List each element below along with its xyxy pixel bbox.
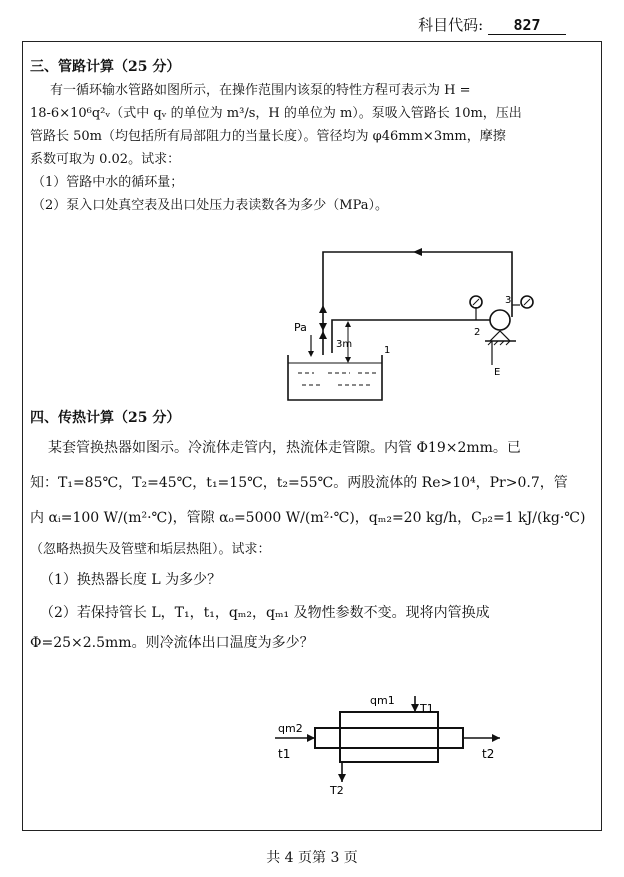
section-4-line-2: 知：T₁=85℃，T₂=45℃，t₁=15℃，t₂=55℃。两股流体的 Re>10⁴，Pr>0.7，管	[30, 475, 568, 491]
valve-top	[319, 323, 327, 331]
section-4-question-2: （2）若保持管长 L，T₁，t₁，qₘ₂，qₘ₁ 及物性参数不变。现将内管换成	[40, 605, 490, 621]
ground-label: E	[494, 367, 501, 378]
subject-code-label: 科目代码:	[418, 16, 484, 34]
water-tank	[288, 355, 382, 400]
section-3-line-1: 有一循环输水管路如图所示，在操作范围内该泵的特性方程可表示为 H =	[50, 83, 471, 98]
pump	[490, 310, 510, 330]
flow-arrow-top	[413, 248, 422, 256]
section-3-title: 三、管路计算（25 分）	[30, 59, 181, 75]
point-2-label: 2	[474, 327, 481, 338]
pipe-loop-diagram	[280, 245, 560, 405]
section-3-line-4: 系数可取为 0.02。试求：	[30, 152, 181, 167]
T2-label: T2	[330, 784, 344, 797]
t1-label: t1	[278, 747, 291, 761]
section-4-question-1: （1）换热器长度 L 为多少？	[40, 572, 222, 588]
section-4-title: 四、传热计算（25 分）	[30, 410, 181, 426]
subject-code-header	[418, 14, 566, 35]
subject-code-value: 827	[488, 16, 566, 35]
qm2-label: qm2	[278, 722, 303, 735]
section-4-line-1: 某套管换热器如图示。冷流体走管内，热流体走管隙。内管 Φ19×2mm。已	[48, 440, 521, 456]
height-label: 3m	[336, 339, 353, 350]
valve-bottom	[319, 331, 327, 339]
section-3-line-2: 18-6×10⁶q²ᵥ（式中 qᵥ 的单位为 m³/s，H 的单位为 m）。泵吸入管路长 10m，压出	[30, 106, 522, 121]
point-3-label: 3	[505, 295, 512, 306]
section-3-question-1: （1）管路中水的循环量；	[32, 175, 184, 190]
outer-shell	[340, 712, 438, 762]
T1-label: T1	[420, 702, 434, 715]
section-4-line-3: 内 αᵢ=100 W/(m²·℃)，管隙 αₒ=5000 W/(m²·℃)，qₘ₂=20 kg/h，Cₚ₂=1 kJ/(kg·℃)	[30, 510, 586, 526]
heat-exchanger-diagram	[260, 690, 510, 800]
section-4-question-2-cont: Φ=25×2.5mm。则冷流体出口温度为多少？	[30, 635, 314, 651]
t2-label: t2	[482, 747, 495, 761]
section-3-question-2: （2）泵入口处真空表及出口处压力表读数各为多少（MPa）。	[32, 198, 388, 213]
section-3-line-3: 管路长 50m（均包括所有局部阻力的当量长度）。管径均为 φ46mm×3mm，摩擦	[30, 129, 506, 144]
pa-label: Pa	[294, 321, 307, 334]
point-1-label: 1	[384, 345, 391, 356]
page-footer: 共 4 页第 3 页	[266, 850, 358, 866]
qm1-label: qm1	[370, 694, 395, 707]
flow-arrow-left	[319, 305, 327, 313]
section-4-line-4: （忽略热损失及管壁和垢层热阻）。试求：	[30, 542, 271, 557]
inner-tube	[315, 728, 463, 748]
suction-pipe	[332, 320, 490, 353]
